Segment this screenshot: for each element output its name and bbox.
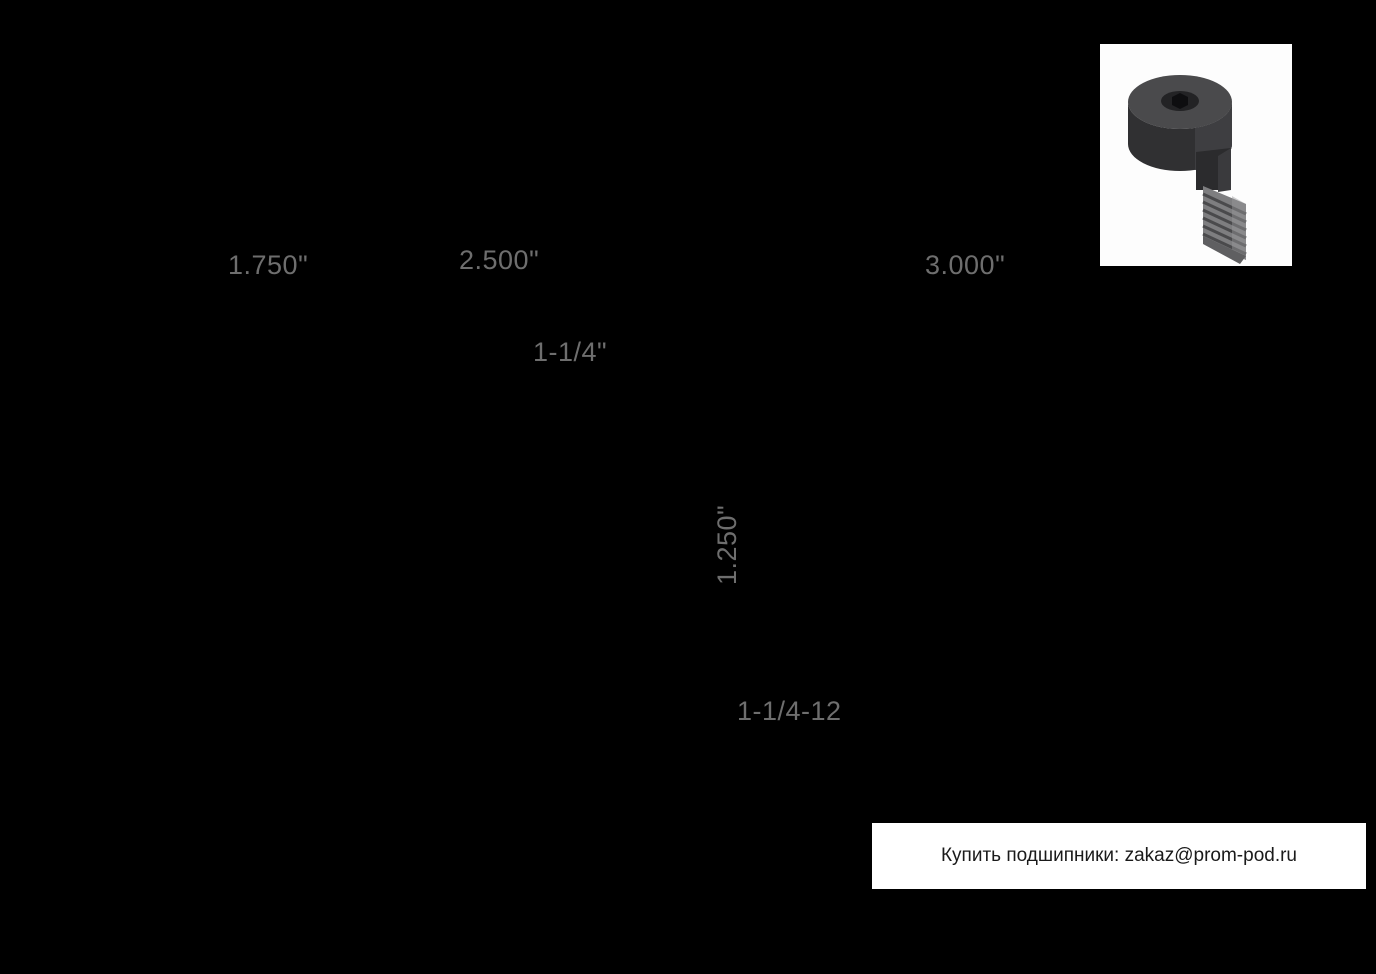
dimension-label-1750: 1.750"	[228, 250, 309, 280]
dimension-label-1250-vertical: 1.250"	[712, 504, 742, 585]
contact-text: Купить подшипники: zakaz@prom-pod.ru	[940, 845, 1298, 866]
contact-banner	[872, 823, 1366, 889]
product-photo	[1100, 44, 1292, 266]
dimension-label-2500: 2.500"	[459, 245, 540, 275]
cam-follower-stud-icon	[1100, 44, 1292, 266]
dimension-label-1-1-4: 1-1/4"	[533, 337, 608, 367]
dimension-label-thread-spec: 1-1/4-12	[737, 696, 842, 726]
dimension-label-3000: 3.000"	[925, 250, 1006, 280]
